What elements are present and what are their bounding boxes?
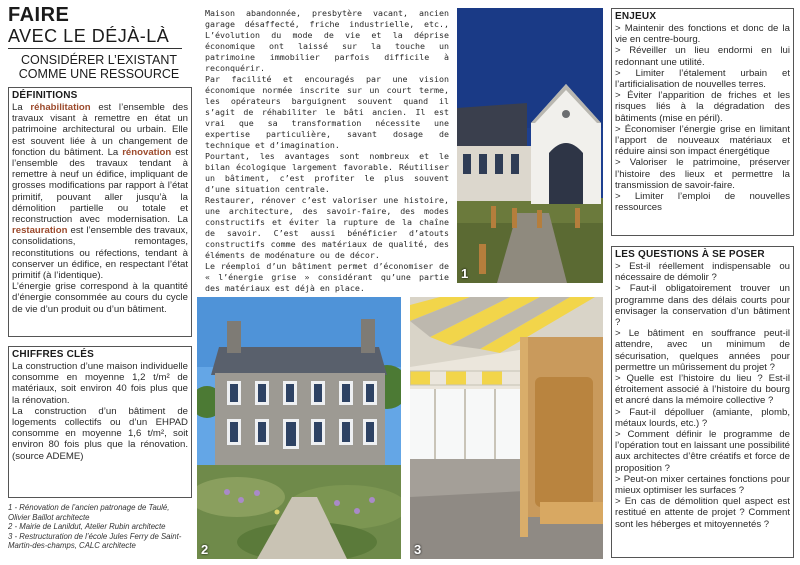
term-rehabilitation: réhabilitation — [30, 102, 91, 113]
main-article-text — [205, 8, 449, 294]
list-item: > Réveiller un lieu endormi en lui redonnant une utilité. — [615, 45, 790, 68]
stakes-list — [612, 22, 793, 216]
photo-patronage-taule — [457, 8, 603, 283]
list-item: > Éviter l’apparition de friches et les risques liés à la dégradation des bâtiments (mise en péril). — [615, 90, 790, 124]
definitions-paragraph — [12, 102, 188, 281]
list-item: > Faut-il obligatoirement trouver un programme dans des délais courts pour envisager la conservation d’un bâtiment ? — [615, 283, 790, 329]
photo-mairie-lanildut — [197, 297, 401, 559]
key-figures-heading: CHIFFRES CLÉS — [12, 349, 95, 360]
stakes-heading: ENJEUX — [615, 11, 657, 22]
text-run: est l’ensemble des travaux, consolidations, remontages, reconstitutions ou réfections, tendant à conserver un édifice, en respectant l’état primitif (à l’identique). — [12, 225, 188, 282]
caption-1: 1 - Rénovation de l’ancien patronage de Taulé, Olivier Baillot architecte — [8, 503, 170, 522]
definitions-energie-grise: L’énergie grise correspond à la quantité d’énergie consommée au cours du cycle de vie d’un produit ou d’un bâtiment. — [12, 281, 188, 315]
page-title: FAIRE — [8, 4, 70, 26]
photo-captions — [8, 503, 192, 551]
photo-ecole-jules-ferry — [410, 297, 603, 559]
photo-2-illustration — [197, 297, 401, 559]
article-paragraph-3: Pourtant, les avantages sont nombreux et le bilan écologique largement favorable. Réutiliser un bâtiment, c’est profiter le plus souvent d’une situation centrale. — [205, 151, 449, 194]
list-item: > Faut-il dépolluer (amiante, plomb, métaux lourds, etc.) ? — [615, 406, 790, 429]
caption-2: 2 - Mairie de Lanildut, Atelier Rubin architecte — [8, 522, 166, 532]
title-underline — [8, 48, 182, 49]
article-paragraph-4: Restaurer, rénover c’est valoriser une histoire, une architecture, des savoir-faire, des modes constructifs et éviter la rupture de la chaîne de savoir. C’est aussi bénéficier d’atouts constructifs comme des matériaux de qualité, des éléments de modénature ou de décor. — [205, 195, 449, 260]
list-item: > Maintenir des fonctions et donc de la vie en centre-bourg. — [615, 23, 790, 46]
photo-3-illustration — [410, 297, 603, 559]
key-figure-collective: La construction d’un bâtiment de logements collectifs ou d’un EHPAD consomme en moyenne 1,6 t/m², soit environ 80 fois plus que la rénovation. (source ADEME) — [12, 405, 188, 462]
key-figures-box — [8, 346, 192, 498]
page-subtitle: CONSIDÉRER L’EXISTANT COMME UNE RESSOURCE — [18, 53, 180, 81]
list-item: > Est-il réellement indispensable ou nécessaire de démolir ? — [615, 261, 790, 284]
list-item: > Valoriser le patrimoine, préserver l’histoire des lieux et permettre la transmission de savoir-faire. — [615, 157, 790, 191]
article-paragraph-2: Par facilité et encouragés par une vision économique normée inscrite sur un court terme, les opérateurs barguignent souvent quand il s’agit de réhabiliter le bâti ancien. Il est vrai que sa transformation nécessite une expertise particulière, savant dosage de technique et d’imagination. — [205, 74, 449, 150]
list-item: > Le bâtiment en souffrance peut-il attendre, avec un minimum de sécurisation, quelques années pour permettre un mûrissement du projet ? — [615, 328, 790, 373]
definitions-body — [9, 101, 191, 318]
key-figures-body — [9, 360, 191, 465]
photo-1-number: 1 — [461, 266, 469, 281]
text-run: est l’ensemble des travaux visant à remettre en état un patrimoine architectural ou urbain. Elle est souvent liée à un changement de fonction du bâtiment. La — [12, 102, 189, 158]
questions-box — [611, 246, 794, 558]
text-run: La — [12, 102, 31, 113]
list-item: > Comment définir le programme de l’opération tout en laissant une possibilité aux architectes d’être créatifs et force de proposition ? — [615, 429, 790, 474]
photo-2-number: 2 — [201, 542, 209, 557]
text-run: est l’ensemble des travaux tendant à remettre à neuf un édifice, impliquant de grosses modifications par rapport à l’état primitif, pouvant aller jusqu’à la démolition partielle ou totale et reconstruction avec modernisation. La — [12, 146, 188, 226]
questions-heading: LES QUESTIONS À SE POSER — [615, 249, 765, 260]
list-item: > Peut-on mixer certaines fonctions pour mieux optimiser les surfaces ? — [615, 473, 790, 497]
term-restauration: restauration — [12, 225, 68, 237]
photo-1-illustration — [457, 8, 603, 283]
list-item: > Quelle est l’histoire du lieu ? Est-il étroitement associé à l’histoire du bourg et ancré dans la mémoire collective ? — [615, 373, 790, 407]
stakes-box — [611, 8, 794, 236]
list-item: > Limiter l’étalement urbain et l’artificialisation de nouvelles terres. — [615, 67, 790, 91]
photo-3-number: 3 — [414, 542, 422, 557]
list-item: > En cas de démolition quel aspect est restitué en attente de projet ? Comment sont les héberges et mitoyennetés ? — [615, 496, 790, 530]
definitions-heading: DÉFINITIONS — [12, 90, 78, 101]
article-paragraph-1: Maison abandonnée, presbytère vacant, ancien garage désaffecté, friche industrielle, etc., L’évolution du mode de vie et la déprise économique ont laissé sur la touche un patrimoine immobilier parfois difficile à reconquérir. — [205, 8, 449, 73]
list-item: > Économiser l’énergie grise en limitant l’apport de nouveaux matériaux et réduire ainsi son impact énergétique — [615, 123, 790, 158]
questions-list — [612, 260, 793, 533]
caption-3: 3 - Restructuration de l’école Jules Ferry de Saint-Martin-des-champs, CALC architecte — [8, 531, 182, 551]
key-figure-house: La construction d’une maison individuelle consomme en moyenne 1,2 t/m² de matériaux, soit environ 40 fois plus que la rénovation. — [12, 361, 188, 406]
definitions-box — [8, 87, 192, 337]
term-renovation: rénovation — [122, 146, 172, 158]
article-paragraph-5: Le réemploi d’un bâtiment permet d’économiser de « l’énergie grise » considérant qu’une partie des matériaux est déjà en place. — [205, 261, 449, 293]
page-title-line2: AVEC LE DÉJÀ-LÀ — [8, 26, 170, 46]
list-item: > Limiter l’emploi de nouvelles ressources — [615, 191, 790, 214]
